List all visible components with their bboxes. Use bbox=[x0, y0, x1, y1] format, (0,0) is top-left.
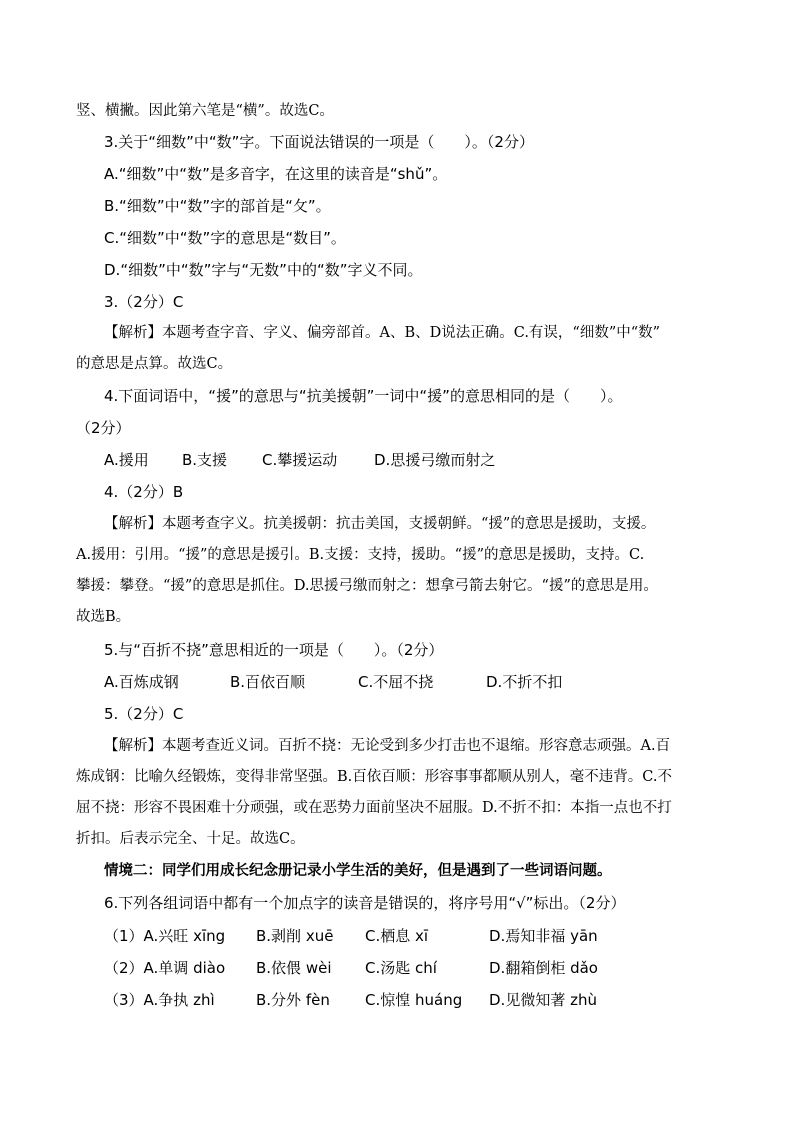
question-6-stem: 6.下列各组词语中都有一个加点字的读音是错误的，将序号用“√”标出。（2分） bbox=[104, 894, 626, 912]
question-6-row-1 bbox=[104, 926, 598, 946]
question-3-option-b: B.“细数”中“数”字的部首是“攵”。 bbox=[104, 197, 331, 215]
question-3-option-a: A.“细数”中“数”是多音字，在这里的读音是“shǔ”。 bbox=[104, 165, 448, 183]
question-5-stem: 5.与“百折不挠”意思相近的一项是（ ）。（2分） bbox=[104, 641, 444, 659]
question-6-row-2-option-c: C.汤匙 chí bbox=[365, 959, 437, 977]
question-5-explanation-line-2: 炼成钢：比喻久经锻炼，变得非常坚强。B.百依百顺：形容事事都顺从别人，毫不违背。C.不 bbox=[76, 769, 672, 785]
explanation-continuation: 竖、横撇。因此第六笔是“横”。故选C。 bbox=[76, 103, 334, 119]
question-6-row-2-option-d: D.翻箱倒柜 dǎo bbox=[489, 959, 598, 977]
question-4-options bbox=[104, 450, 495, 470]
question-5-option-c: C.不屈不挠 bbox=[358, 673, 434, 691]
question-5-explanation-line-3: 屈不挠：形容不畏困难十分顽强，或在恶势力面前坚决不屈服。D.不折不扣：本指一点也不打 bbox=[76, 800, 672, 816]
question-5-options bbox=[104, 672, 562, 692]
question-3-explanation-line-2: 的意思是点算。故选C。 bbox=[76, 356, 233, 372]
question-4-explanation-line-4: 故选B。 bbox=[76, 609, 131, 625]
question-4-answer: 4.（2分）B bbox=[104, 483, 184, 501]
context-2-heading: 情境二：同学们用成长纪念册记录小学生活的美好，但是遇到了一些词语问题。 bbox=[104, 862, 612, 879]
question-6-row-3-option-c: C.惊惶 huáng bbox=[365, 991, 463, 1009]
question-5-answer: 5.（2分）C bbox=[104, 705, 184, 723]
question-6-row-2 bbox=[104, 958, 598, 978]
question-3-option-d: D.“细数”中“数”字与“无数”中的“数”字义不同。 bbox=[104, 261, 423, 279]
question-4-explanation-line-3: 攀援：攀登。“援”的意思是抓住。D.思援弓缴而射之：想拿弓箭去射它。“援”的意思是用。 bbox=[76, 578, 658, 594]
question-5-explanation-line-1: 【解析】本题考查近义词。百折不挠：无论受到多少打击也不退缩。形容意志顽强。A.百 bbox=[104, 738, 671, 754]
question-5-option-a: A.百炼成钢 bbox=[104, 673, 179, 691]
question-4-explanation-line-1: 【解析】本题考查字义。抗美援朝：抗击美国，支援朝鲜。“援”的意思是援助，支援。 bbox=[104, 516, 656, 532]
question-4-explanation-line-2: A.援用：引用。“援”的意思是援引。B.支援：支持，援助。“援”的意思是援助，支持。C. bbox=[76, 547, 645, 563]
question-4-option-a: A.援用 bbox=[104, 451, 149, 469]
question-3-answer: 3.（2分）C bbox=[104, 293, 184, 311]
question-3-stem: 3.关于“细数”中“数”字。下面说法错误的一项是（ ）。（2分） bbox=[104, 133, 534, 151]
question-6-row-1-option-a: （1）A.兴旺 xīng bbox=[104, 927, 226, 945]
question-6-row-2-option-b: B.依偎 wèi bbox=[256, 959, 332, 977]
question-6-row-1-option-c: C.栖息 xī bbox=[365, 927, 429, 945]
question-4-option-d: D.思援弓缴而射之 bbox=[374, 451, 496, 469]
question-5-explanation-line-4: 折扣。后表示完全、十足。故选C。 bbox=[76, 831, 305, 847]
question-6-row-1-option-d: D.焉知非福 yān bbox=[489, 927, 598, 945]
question-6-row-3-option-d: D.见微知著 zhù bbox=[489, 991, 597, 1009]
question-5-option-d: D.不折不扣 bbox=[486, 673, 563, 691]
question-6-row-3-option-b: B.分外 fèn bbox=[256, 991, 330, 1009]
question-4-stem-line-2: （2分） bbox=[76, 419, 131, 437]
question-5-option-b: B.百依百顺 bbox=[230, 673, 306, 691]
question-6-row-3-option-a: （3）A.争执 zhì bbox=[104, 991, 215, 1009]
question-6-row-2-option-a: （2）A.单调 diào bbox=[104, 959, 226, 977]
question-4-option-b: B.支援 bbox=[182, 451, 228, 469]
question-3-explanation-line-1: 【解析】本题考查字音、字义、偏旁部首。A、B、D说法正确。C.有误，“细数”中“数” bbox=[104, 325, 661, 341]
question-3-option-c: C.“细数”中“数”字的意思是“数目”。 bbox=[104, 229, 346, 247]
question-6-row-1-option-b: B.剥削 xuē bbox=[256, 927, 334, 945]
question-4-option-c: C.攀援运动 bbox=[262, 451, 338, 469]
question-4-stem-line-1: 4.下面词语中，“援”的意思与“抗美援朝”一词中“援”的意思相同的是（ ）。 bbox=[104, 387, 623, 405]
question-6-row-3 bbox=[104, 990, 597, 1010]
